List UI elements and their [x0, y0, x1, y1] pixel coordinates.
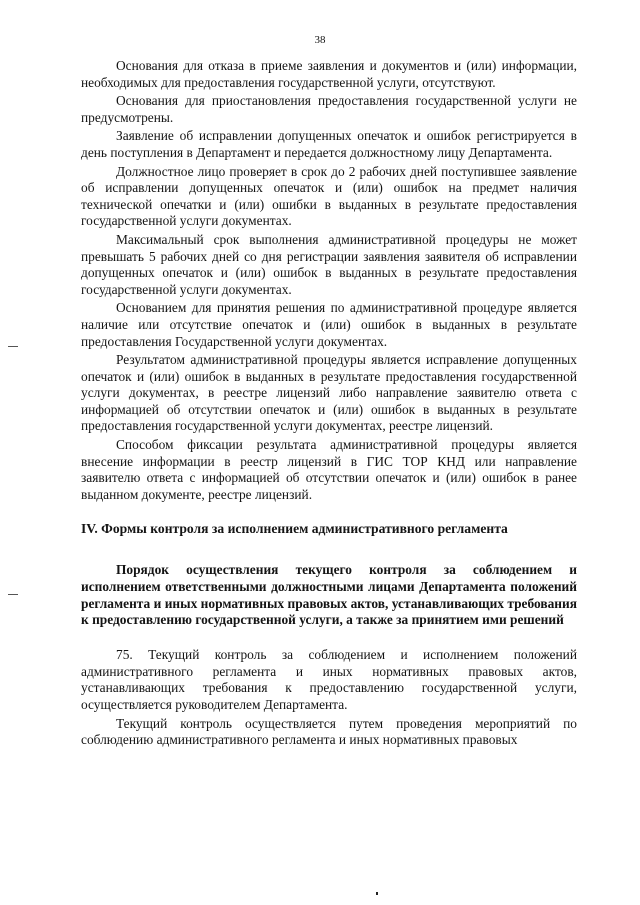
- document-body: [81, 58, 577, 751]
- subsection-heading: Порядок осуществления текущего контроля за соблюдением и исполнением ответственными должностными лицами Департамента положений регламента и иных нормативных правовых актов, устанавливающих требования к предоставлению государственной услуги, а также за принятием ими решений: [81, 562, 577, 628]
- scan-speck: [376, 892, 378, 895]
- section-heading: IV. Формы контроля за исполнением административного регламента: [81, 521, 508, 537]
- paragraph-decision-basis: Основанием для принятия решения по административной процедуре является наличие или отсутствие опечаток и (или) ошибок в выданных в результате предоставления Государственной услуги документах.: [81, 300, 577, 349]
- margin-mark: [8, 346, 18, 347]
- paragraph-current-control: 75. Текущий контроль за соблюдением и исполнением положений административного регламента и иных нормативных правовых актов, устанавливающих требования к предоставлению государственной услуги, осуществляется руководителем Департамента.: [81, 647, 577, 712]
- margin-mark: [8, 594, 18, 595]
- paragraph-procedure-result: Результатом административной процедуры является исправление допущенных опечаток и (или) ошибок в выданных в результате предоставления государственной услуги документах, в реестре лицензий либо направление заявителю ответа с информацией об отсутствии опечаток и (или) ошибок в выданных в результате предоставления государственной услуги документах, реестре лицензий.: [81, 352, 577, 434]
- paragraph-control-measures: Текущий контроль осуществляется путем проведения мероприятий по соблюдению административного регламента и иных нормативных правовых: [81, 715, 577, 748]
- paragraph-max-duration: Максимальный срок выполнения административной процедуры не может превышать 5 рабочих дней со дня регистрации заявления заявителя об исправлении допущенных опечаток и (или) ошибок в выданных в результате предоставления государственной услуги документах.: [81, 231, 577, 297]
- paragraph-verification: Должностное лицо проверяет в срок до 2 рабочих дней поступившее заявление об исправлении допущенных опечаток и (или) ошибок на предмет наличия технической опечатки и (или) ошибки в выданных в результате предоставления государственной услуги документах.: [81, 163, 577, 229]
- paragraph-fixation-method: Способом фиксации результата административной процедуры является внесение информации в реестр лицензий в ГИС ТОР КНД или направление заявителю ответа с информацией об отсутствии опечаток и (или) ошибок в ранее выданном документе, реестре лицензий.: [81, 437, 577, 502]
- paragraph-suspension-grounds: Основания для приостановления предоставления государственной услуги не предусмотрены.: [81, 93, 577, 125]
- paragraph-refusal-grounds: Основания для отказа в приеме заявления и документов и (или) информации, необходимых для предоставления государственной услуги, отсутствуют.: [81, 58, 577, 90]
- paragraph-registration: Заявление об исправлении допущенных опечаток и ошибок регистрируется в день поступления в Департамент и передается должностному лицу Департамента.: [81, 128, 577, 160]
- page-number: 38: [314, 34, 326, 46]
